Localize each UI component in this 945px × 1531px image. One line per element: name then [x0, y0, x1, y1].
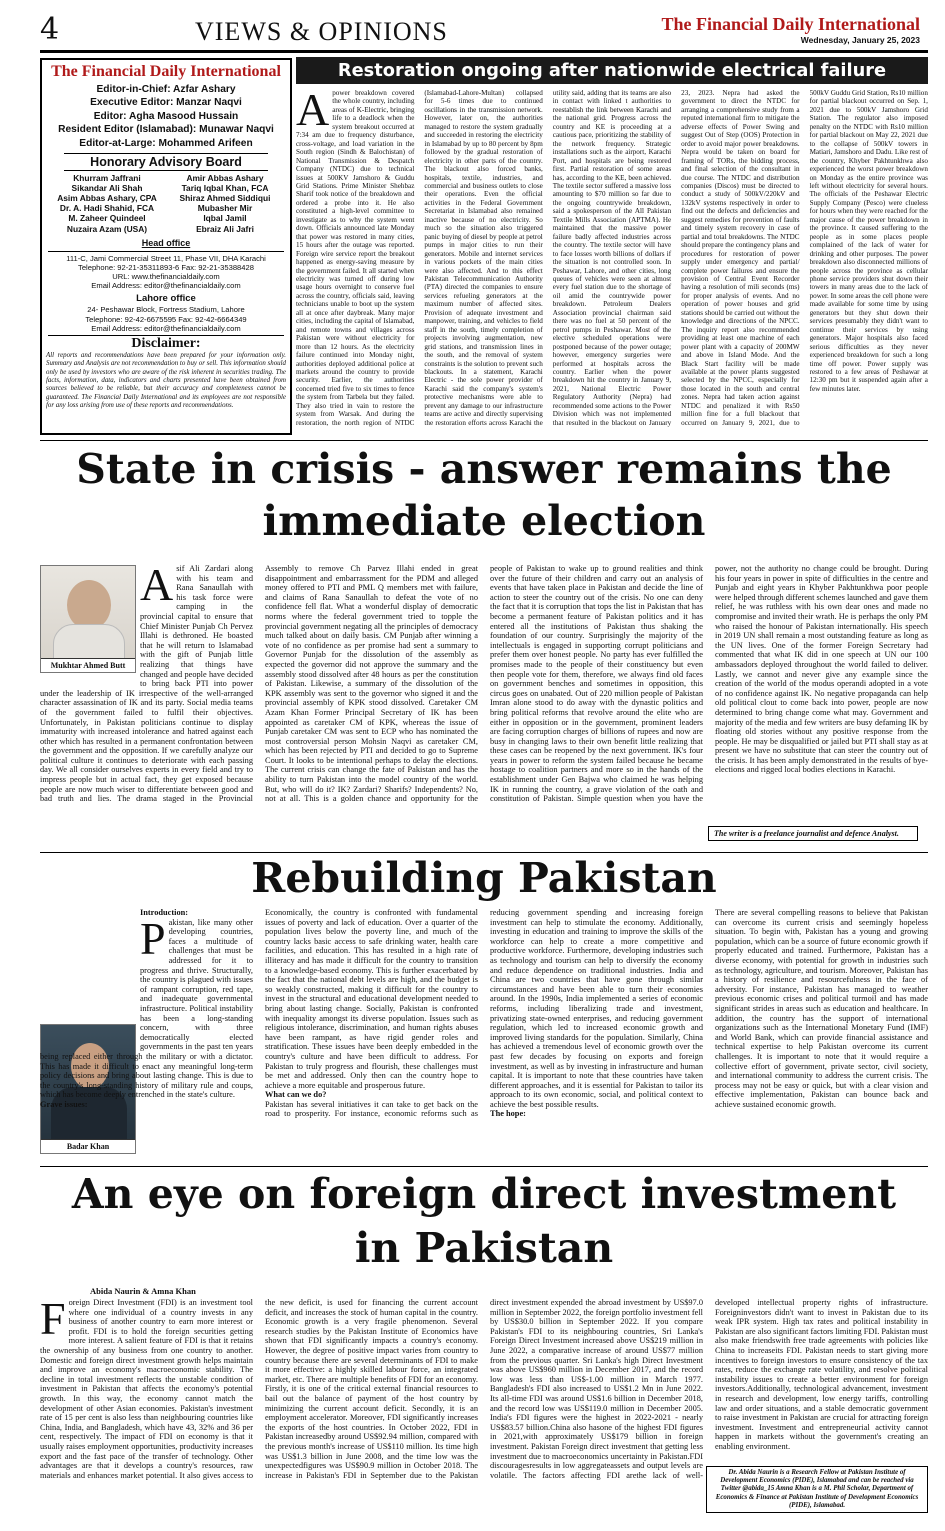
article-state-body: [40, 564, 928, 854]
section-intro-label: Introduction:: [140, 908, 189, 917]
board-member: Sikandar Ali Shah: [71, 183, 143, 194]
board-member: Iqbal Jamil: [203, 213, 247, 224]
board-left: [48, 173, 166, 234]
staff-line: Editor-at-Large: Mohammed Arifeen: [79, 137, 253, 149]
photo-spacer: [40, 908, 140, 1046]
divider: [40, 440, 928, 441]
article-restoration-title: Restoration ongoing after nationwide electrical failure: [337, 60, 887, 81]
staff-line: Executive Editor: Manzar Naqvi: [90, 97, 242, 109]
article-state-text: Asif Ali Zardari along with his team and Rana Sanaullah with his task force were camping in the provincial capital to ensure that Chief Minister Punjab Ch Pervez Illahi is dethroned. He boasted that he will return to Islamabad with the gift of Punjab little realizing that things have changed and people have decided to bring back PTI into power under the leadership of IK irrespective of the well-arranged character assassination of IK and its party. Social media teams of the government failed to fulfil their objectives. Unfortunately, in Pakistan politicians continue to display immaturity with increased intolerance and hatred against each other which has resulted in a permanent confrontation between the government and the opposition. If we carefully analyze our political culture it continues to deteriorate with each passing day. We all consider ourselves experts in every field and try to impress people but in actual fact, they get exposed because people are now much wiser to differentiate between good and bad truth and lies. The drama staged in the Provincial Assembly to remove Ch Parvez Illahi ended in great disappointment and embarrassment for the PDM and alleged money offered to PTI and PML Q members met with failure, and claims of Rana Sanaullah to defeat the vote of no confidence fell flat. What a wonderful display of democratic norms where the federal government tried to topple the provincial government negating all the principles of democracy much talked about on daily basis. CM Punjab after winning a vote of no confidence as per promise had sent a summary to Governor Punjab for the dissolution of the assembly as expected the governor did not approve the summary and the assembly stood dissolved after 48 hours as per the constitution of Pakistan. Likewise, a summary of the dissolution of the KPK assembly was sent to the governor who signed it and the provincial assembly of KPK stood dissolved. Caretaker CM Azam Khan Former Principal Secretary of IK has been appointed as caretaker CM of KPK, whereas the issue of Punjab caretaker CM was sent to ECP who has nominated the most controversial person Mohsin Naqvi as caretaker CM, which has been rejected by PTI and decided to go to Supreme Court. It looks to be intentional perhaps to delay the elections. The current crisis can change the fate of Pakistan and has the ability to turn Pakistan into the model country of the world. But, who will do it? IK? Zardari? Sharifs? Independents? No, not at all. This is a golden chance and opportunity for the people of Pakistan to wake up to ground realities and think over the future of their children and carry out an analysis of events that have taken place in Pakistan and decide the line of action to steer the country out of the crisis. No one can deny the fact that it is corruption that tops the list in Pakistan that has become a permanent feature of Pakistan politics and it has entered all the institutions of Pakistan thus shaking the foundation of our country. Surprisingly the majority of the intellectuals is engaged in supporting corrupt politicians and prefer them over honest people. No party has ever fulfilled the promises made to the people of their constituency but even then people vote for them, therefore, we always find old faces on government benches and sometimes in opposition, this circus goes on unabated. Out of 220 million people of Pakistan Imran alone stood to do away with the dynastic politics and bring political reforms that revolve around the elite who are either in opposition or in the government, prominent leaders are facing corruption charges of billions of rupees and now are busy in changing laws to their own benefit little realizing that these cases can be reopened by the next government. IK's four years in power to reform the system failed because he became hostage to coalition partners and more so in the hands of the establishment under Gen Bajwa who claimed he was helping IK in running the country, a grave violation of the oath and constitution of Pakistan. Simple question when you have the power, not the authority no change could be brought. During his four years in power in spite of difficulties in the centre and Punjab and eight years in Khyber Pakhtunkhwa poor people were helped through different schemes launched and gave them relief, he was ruthless with his own dear ones and made no compromise and invited their wrath. He is perhaps the only PM who raised the honour of Pakistan internationally. His speech in 2019 UN shall remain a most outstanding feature as long as the UN lives. One of the former Foreign Secretary had commented that what IK did in one speech at UN our 100 ambassadors deployed throughout the world failed to deliver. Lastly, we cannot and never give any example since the creation of the world of the modus operandi adopted in a vote of no confidence against IK. No negative propaganda can help old political clout to come back into power, people are now determined to bring change come what may. Government and majority of the media and few writers are busy defaming IK by floating old stories without any positive response from the people. He may be disqualified or jailed but PTI shall stay as at present we have no substitute that can steer the country out of the crisis. It has been amply demonstrated in the results of bye-elections and rigged local bodies elections in Karachi.: [40, 564, 928, 804]
lahore-office-title: Lahore office: [136, 293, 196, 305]
board-member: M. Zaheer Quindeel: [68, 213, 146, 224]
author-name: Mukhtar Ahmed Butt: [41, 658, 135, 672]
author-name: Badar Khan: [41, 1139, 135, 1153]
board-member: Shiraz Ahmed Siddiqui: [179, 193, 271, 204]
staff-line: Editor: Agha Masood Hussain: [93, 110, 239, 122]
article-rebuilding-text-4: There are several compelling reasons to believe that Pakistan can overcome its current crisis and seemingly hopeless situation. To begin with, Pakistan has a young and growing population, which can be a source of future economic growth if properly educated and trained. Furthermore, Pakistan has a diverse economy, with potential for growth in industries such as technology, agriculture, and tourism. Moreover, Pakistan has a history of resilience and resourcefulness in the face of adversity. For instance, Pakistan has managed to weather previous economic crises and political turmoil and has made significant strides in areas such as education and healthcare. In addition, the country has the support of international organizations such as the International Monetary Fund (IMF) and World Bank, which can provide financial assistance and technical expertise to help Pakistan overcome its current challenges. It is important to note that it would require a collective effort of government, private sector, civil society, and international community to address the current crisis. The process may not be easy or quick, but with a clear vision and effective implementation, Pakistan can bounce back and achieve sustained economic growth.: [715, 908, 928, 1109]
board-member: Amir Abbas Ashary: [186, 173, 264, 184]
address-line: Telephone: 92-42-6675595 Fax: 92-42-6664349: [85, 314, 247, 324]
address-line: URL: www.thefinancialdaily.com: [112, 272, 220, 281]
article-fdi-body: Foreign Direct Investment (FDI) is an investment tool where one individual of a country invests in any business of another country to earn more interest or profit. FDI is to hold the foreign securities getting more interest. A salient feature of FDI is that it retains the ownership of any business from one country to another. Domestic and foreign direct investment growth helps maintain and improve an economy's macroeconomic stability. The decline in total investment reflects the unstable condition of investment in Pakistan that affects the economy's potential growth. In this way, the economy cannot match the development of other Asian economies. Pakistan's investment rate of 15 per cent is also less than neighbouring countries like China, India, and Bangladesh, which have 43, 32% and 36 per cent, respectively. The impact of FDI on economy is that it usually raises employment opportunities, productivity increases export and the fast pace of the transfer of technology. Other advantages are that it develops a country's resources, raw materials and enhances market potential. It also gives access to the new deficit, is used for financing the current account deficit, and increases the stock of human capital in the country. Economic growth is a very fragile phenomenon. Several research studies by the Pakistan Institute of Economics have shown that FDI significantly impacts a country's economy. However, the degree of positive impact varies from country to country because there are several determinants of FDI to make it more effective: a highly skilled labour force, an integrated market, etc. There are multiple benefits of FDI for an economy. Firstly, it is one of the critical external financial resources to bail out the balance of payment of the host country by minimizing the current account deficit. Secondly, it is an employment accelerator. Moreover, FDI significantly increases the exports of the host countries. In October 2022, FDI in Pakistan increasedby around US$92.94 million, compared with the previous month's increase of US$110 million. Its time high was US$1.3 billion in June 2008, and the time low was the unexpectedfigures was US$90.9 million in October 2018. The increase in Pakistan's FDI in September due to the Pakistan direct investment expended the abroad investment by US$97.0 million in September 2022, the foreign portfolio investment fell by US$30.0 billion in September 2022. If you compare Pakistan's FDI to its neighbouring countries, Sri Lanka's Foreign Direct Investment increased above US$219 million in June 2022, a comparative increase of around US$77 million from the previous quarter. Sri Lanka's high Direct Investment was above US$960 million in December 2017, and the record low was less than US$-1.00 million in March 1977. Bangladesh's FDI also increased to US$1.2 Mn in June 2022. Its all-time FDI was around US$1.6 billion in December 2018, and the record low was US$119.0 million in December 2005. India's FDI figures were the highest in 2022-2021 - nearly US$83.57 billion.China also hasone of the highest FDI figures in 2021,with approximately US$179 billion in foreign investment. Pakistan Foreign direct investment that getting less investment due to macroeconomics uncertainty in Pakistan.FDI discouragesresults in low aggregateassets and output levels are volatile. The factors affecting FDI arethe lack of well-developed intellectual property rights of infrastructure. Foreigninvestors didn't want to invest in Pakistan due to its weak IPR system. High tax rates and political instability in Pakistan are also significant factors limiting FDI. Pakistan must also make friendswith free trade agreements with policies like China to increaseits FDI. Pakistan needs to start giving more incentives to foreign investors to ensure consistency of the tax rates, reduce the exchange rate volatility, and resolve political instability issues to create a better environment for foreign investors.Additionally, technological advancement, investment in research and development, low energy tariffs, controlling law and order situations, and a stable democratic government to raise investment in Pakistan are crucial for attracting foreign investment. Investment and entrepreneurial activity cannot happen in markets without the government's creating an enabling environment.: [40, 1298, 928, 1480]
header-rule: [40, 50, 928, 53]
article-fdi-authors: Abida Naurin & Amna Khan: [90, 1286, 196, 1296]
article-fdi-title: An eye on foreign direct investment in Pakistan: [71, 1170, 897, 1272]
board-member: Mubasher Mir: [197, 203, 253, 214]
board-member: Tariq Iqbal Khan, FCA: [181, 183, 269, 194]
page-header: [40, 14, 920, 46]
address-line: 111-C, Jami Commercial Street 11, Phase VII, DHA Karachi: [66, 253, 266, 263]
disclaimer-title: Disclaimer:: [48, 335, 284, 352]
article-fdi-footnote: Dr. Abida Naurin is a Research Fellow at Pakistan Institute of Development Economics (PIDE), Islamabad and can be reached via Twitter @abida_15 Amna Khan is a M. Phil Scholar, Department of Economics & Finance at Pakistan Institute of Development Economics (PIDE), Islamabad.: [706, 1466, 928, 1513]
article-rebuilding-text-1: Pakistan, like many other developing countries, faces a multitude of challenges that must be addressed for it to progress and thrive. Structurally, the country is plagued with issues of rampant corruption, red tape, and inadequate governmental infrastructure. Political instability has been a long-standing concern, with three democratically elected governments in the past ten years being replaced either through the military or with a dictator. This has made it difficult to enact any meaningful long-term policy decisions and bring about lasting change. This is due to the country's long-standing history of military rule and coups, which has become deeply entrenched in the state's culture.: [40, 912, 253, 1100]
address-line: Email Address: editor@thefinancialdaily.com: [91, 281, 241, 291]
masthead-paper: The Financial Daily International: [51, 63, 281, 80]
head-office-title: Head office: [141, 237, 191, 248]
staff-list: [42, 83, 290, 150]
article-rebuilding-text-3: Pakistan has several initiatives it can take to get back on the road to prosperity. For instance, economic reforms such as reducing government spending and increasing foreign investment can help to stimulate the economy. Additionally, investing in education and training to improve the skills of the workforce can help to create a more competitive and productive workforce. Furthermore, developing industries such as technology and tourism can help to diversify the economy and reduce dependence on traditional industries. India and China are two countries that have gone through similar circumstances and have been able to turn their economies around. In the 1990s, India implemented a series of economic reforms, including liberalizing trade and investment, privatizing state-owned enterprises, and reducing government regulation, which led to increased economic growth and improved living standards for the population. Similarly, China has achieved a tremendous level of economic growth over the past few decades by focusing on exports and foreign investment, as well as by investing in infrastructure and human capital. It is important to note that these countries have taken different approaches, and it is essential for Pakistan to tailor its approach to its own economic, social, and political context to achieve the best possible results.: [265, 908, 703, 1119]
article-state-title: State in crisis - answer remains the immediate election: [76, 445, 892, 545]
board-member: Khurram Jaffrani: [73, 173, 141, 184]
board-right: [166, 173, 284, 234]
board-member: Ebraiz Ali Jafri: [196, 223, 254, 234]
issue-date: Wednesday, January 25, 2023: [800, 35, 920, 45]
paper-name: The Financial Daily International: [661, 14, 920, 34]
address-line: Telephone: 92-21-35311893-6 Fax: 92-21-35388428: [78, 262, 254, 272]
photo-spacer: [40, 564, 140, 682]
advisory-board: [42, 173, 290, 234]
lahore-office: [42, 305, 290, 333]
article-state-footnote: The writer is a freelance journalist and defence Analyst.: [708, 826, 918, 841]
board-member: Asim Abbas Ashary, CPA: [57, 193, 157, 204]
staff-line: Editor-in-Chief: Azfar Ashary: [96, 84, 236, 95]
board-member: Dr. A. Hadi Shahid, FCA: [59, 203, 155, 214]
head-office: [48, 251, 284, 291]
masthead-box: [40, 58, 292, 435]
article-restoration-body: Apower breakdown covered the whole country, including areas of K-Electric, bringing life to a deadlock when the system breakout occurred at 7:34 am due to frequency disturbance, cross-voltage, and load variation in the South region (Sindh & Balochistan) of National Transmission & Despatch Company (NTDC) due to technical issues at 500KV Jamshoro & Guddu Grid Stations. Prime Minister Shehbaz Sharif took notice of the breakdown and ordered a probe into it. He also constituted a high-level committee to investigate as to why the system went down. Officials announced late Monday that power was restored in many cities, 15 hours after the outage was reported. Foreign wire service report the breakout happened as energy-saving measure by the government failed. It all started when electricity was turned off during low usage hours overnight to conserve fuel across the country, officials said, leaving technicians unable to boot up the system all at once after daybreak. Many major cities, including the capital of Islamabad, and remote towns and villages across Pakistan were without electricity for more than 12 hours. As the electricity failure continued into Monday night, authorities deployed additional police at markets around the country to provide security. Earlier, the authorities concerned tried five to six times to fence the system from Tarbela but they failed. They also tried in vain to restore the system from Warsak. And during the restoration, the north region of NTDC (Islamabad-Lahore-Multan) collapsed for 5-6 times due to continued oscillations in the transmission network. However, later on, the authorities managed to restore the system gradually and succeeded in restoring the electricity in Islamabad by up to 80 percent by 8pm followed by the gradual restoration of electricity in other parts of the country. The blackout also forced banks, hospitals, textile, industries, and commercial and business outlets to close their operations. Even the official activities in the Federal Government Secretariat in Islamabad also remained inactive because of no electricity. So much so the situation also triggered panic buying of diesel by people at petrol pumps in major cities to run their generators. Mobile and internet services in various pockets of the main cities were also affected. And to this effect Pakistan Telecommunication Authority (PTA) directed the companies to ensure services refueling generators at the maximum number of affected sites. Provision of adequate investment and manpower, training, and vehicles to field staff in the south, timely completion of projects involving augmentation, new grid stations, and transmission lines in the south, and the removal of system constraints is the solution to prevent such blackouts. In a statement, Karachi Electric - the sole power provider of Karachi said the company's system's protective mechanisms were able to prevent any damage to our infrastructure teams are active and directly supervising the restoration efforts across Karachi the utility said, adding that its teams are also in contact with linked t authorities to reestablish the link between Karachi and the national grid. Progress across the country and KE is proceeding at a cautious pace, prioritizing the stability of the network frequency. Strategic installations such as the airport, Karachi Port, and hospitals are being restored first. Partial restoration of some areas has, according to the KE, been achieved. The textile sector suffered a massive loss amounting to $70 million so far due to the ongoing countrywide breakdown, said a spokesperson of the All Pakistan Textile Mills Association (APTMA). He maintained that the massive power failure badly affected industries across the country. The textile sector will have to face losses worth billions of dollars if the situation is not controlled soon. In Peshawar, Lahore, and other cities, long queues of vehicles were seen at almost every fuel station due to the shortage of oil amid the countrywide power breakdown. Petroleum Dealers Association provincial chairman said there was no fuel at 50 percent of the petrol pumps in Peshawar. Most of the elective scheduled operations were postponed because of the power outage; however, emergency surgeries were performed at hospitals across the country. Earlier when the power breakdown hit the country in January 9, 2021, National Electric Power Regulatory Authority (Nepra) had recommended some actions to the Power Division which was not implemented that resulted in the blackout on January 23, 2023. Nepra had asked the government to direct the NTDC for arranging a comprehensive study from a reputed international firm to mitigate the adverse effects of Power Swing and suggest Out of Step (OOS) Protection in order to avoid major power breakdowns. Nepra would be taken on board for framing of TORs, the bidding process, and final selection of the consultant in due course. The NTDC and distribution companies (Discos) must be directed to conduct a study of 500kV/220kV and 132kV systems respectively in order to find out the defects and deficiencies and suggest remedies for prevention of faults and timely system recovery in case of partial and total breakdowns. The NTDC should prepare the contingency plans and procedures for restoration of power supply under emergency and partial/ complete power failures and ensure the provision of Central Event Recorder having a resolution of mili seconds (ms) for proper analysis of events. And no operation of power houses and grid stations should be carried out without the knowledge and directions of the NPCC. The inquiry report also recommended providing at least one machine of each power plant with a capacity of 200MW and above in Island Mode. And the Black Start facility will be made available at the power plants suggested selected by the NPCC, especially for those located in the south and central zones. Nepra had taken action against NTDC and penalized it with Rs50 million fine for a full blackout that occurred on January 9, 2021, due to 500kV Guddu Grid Station, Rs10 million for partial blackout occurred on Sep. 1, 2021 due to 500kV Jamshoro Grid Station. The regulator also imposed penalty on the NTDC with Rs10 million for partial blackout on May 22, 2021 due to the collapse of 500kV towers in Matiari, Jamshoro and Dadu. Like rest of the country, Khyber Pakhtunkhwa also experienced the worst power breakdown on Monday as the entire province was left without electricity for several hours. The officials of the Peshawar Electric Supply Company (Pesco) were clueless for hours when they were reached for the major cause of the power breakdown in the province. It caused suffering to the people as in some places people complained of the lack of water for drinking and other purposes. The power breakdown also disconnected millions of people across the province as cellular phone service providers shut down their towers in many areas due to the lack of power. In some areas the cell phone were made available for some time by using generators but they shut down their services presumably they didn't want to continue their services by using generators. Major hospitals also faced serious difficulties as they never experienced breakdown for such a long time off power. Power supply was restored to a few areas of Peshawar at 12:30 pm but it suspended again after a few minutes later.: [296, 89, 928, 427]
article-rebuilding-title: Rebuilding Pakistan: [251, 854, 717, 902]
article-rebuilding-text-2: Economically, the country is confronted with fundamental issues of poverty and lack of education. Over a quarter of the population lives below the poverty line, and much of the country lacks basic access to safe drinking water, health care facilities, and education. This has resulted in a high rate of illiteracy and has made it difficult for the country to transition to a knowledge-based economy. This is further exacerbated by the fact that the national debt levels are high, and the budget is so weakly constructed, making it difficult for the country to invest in the structural and educational development needed to bring about lasting change. Socially, Pakistan is confronted with inequality amongst its diverse population. Issues such as religious intolerance, discrimination, and human rights abuses have been rampant, as have rigid gender roles and stratification. These issues have been deeply embedded in the country's culture and have been difficult to address. For Pakistan to truly progress and flourish, these challenges must be met and addressed. Only then can the country hope to achieve a more equitable and prosperous future.: [265, 908, 478, 1090]
section-grave-label: Grave issues:: [40, 1099, 88, 1109]
address-line: 24- Peshawar Block, Fortress Stadium, Lahore: [87, 305, 245, 315]
address-line: Email Address: editor@thefinancialdaily.com: [91, 323, 241, 333]
section-hope-label: The hope:: [490, 1109, 526, 1119]
board-member: Nuzaira Azam (USA): [66, 223, 148, 234]
article-rebuilding-body: [40, 908, 928, 1164]
advisory-board-title: Honorary Advisory Board: [64, 153, 268, 171]
staff-line: Resident Editor (Islamabad): Munawar Naqvi: [58, 124, 274, 136]
article-restoration-title-bar: [296, 57, 928, 84]
disclaimer-text: All reports and recommendations have been prepared for your information only. Summary and Analysis are not recommendation to buy or sell. This information should only be used by investors who are aware of the risk inherent in securities trading. The facts, information, data, indicators and charts presented have been obtained from sources believed to be reliable, but their accuracy and completeness cannot be guaranteed. The Financial Daily International and its employees are not responsible for any loss arising from use of these reports and recommendations.: [46, 352, 286, 409]
section-cando-label: What can we do?: [265, 1090, 327, 1100]
page-number: 4: [40, 12, 60, 47]
section-title: VIEWS & OPINIONS: [195, 17, 448, 46]
